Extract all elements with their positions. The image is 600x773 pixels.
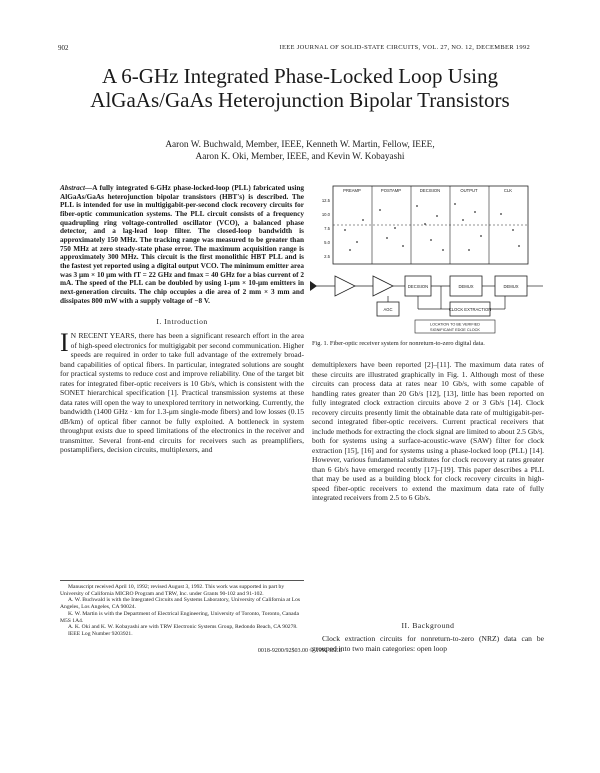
authors-line-1: Aaron W. Buchwald, Member, IEEE, Kenneth W. Martin, Fellow, IEEE, [165,140,435,150]
footnote: A. W. Buchwald is with the Integrated Circuits and Systems Laboratory, University of California at Los Angeles, Los Angeles, CA 90024. [60,597,301,611]
intro-heading: I. Introduction [156,317,208,326]
authors [60,139,540,163]
abstract-text: —A fully integrated 6-GHz phase-locked-loop (PLL) fabricated using AlGaAs/GaAs heterojunction bipolar transistors (HBT's) is described. The PLL is intended for use in multigigabit-per-second clock recovery circuits for fiber-optic communication systems. The PLL circuit consists of a frequency quadrupling ring voltage-controlled oscillator (VCO), a balanced phase detector, and a lag-lead loop filter. The closed-loop bandwidth is approximately 150 MHz. The tracking range was measured to be greater than 750 MHz at zero steady-state phase error. The maximum acquisition range is approximately 300 MHz. This circuit is the first monolithic HBT PLL and is the fastest yet reported using a digital output VCO. The minimum emitter area was 3 μm × 10 μm with fT = 22 GHz and fmax = 40 GHz for a bias current of 2 mA. The speed of the PLL can be doubled by using 1-μm × 10-μm emitters in next-generation circuits. The chip occupies a die area of 2 mm × 3 mm and dissipates 800 mW with a supply voltage of −8 V. [60,184,304,305]
axis-tick-label: 7.5 [324,226,330,231]
postamp-block [373,276,393,296]
abstract-label: Abstract [60,184,85,192]
eye-label: POSTAMP [380,188,402,193]
axis-tick-label: 2.5 [324,254,330,259]
copyright-footer: 0018-9200/92$03.00 © 1992 IEEE [257,648,343,654]
eye-label: CLK [503,188,513,193]
footnote: A. K. Oki and K. W. Kobayashi are with TRW Electronic Systems Group, Redondo Beach, CA 90278. [68,624,298,631]
footnote: IEEE Log Number 9203921. [68,630,133,637]
dropcap: I [60,328,69,357]
agc-label: AGC [383,307,393,312]
axis-tick-label: 12.5 [321,198,330,203]
footnotes [60,580,304,638]
footnote: Manuscript received April 10, 1992; revised August 3, 1992. This work was supported in part by University of California MICRO Program and TRW, Inc. under Grants 90-102 and 91-102. [60,584,285,597]
section-2-paragraph: Clock extraction circuits for nonreturn-to-zero (NRZ) data can be grouped into two main categories: open loop [312,634,544,653]
axis-tick-label: 5.0 [324,240,330,245]
decision-label: DECISION [407,284,429,289]
section-2-heading: II. Background [401,621,455,630]
footnote: K. W. Martin is with the Department of Electrical Engineering, University of Toronto, Toronto, Canada M5S 1A4. [60,610,299,624]
demux-label: DEMUX [503,284,519,289]
preamp-block [335,276,355,296]
intro-text: N RECENT YEARS, there has been a significant research effort in the area of high-speed electronics for multigigabit per second communication. Higher speeds are required in order to take full advantage of the extremely broad-band capabilities of optical fibers. In particular, integrated solutions are sought for practical systems to reduce cost and improve reliability. One of the target bit rates for integrated fiber-optic receivers is 10 Gb/s, which is consistent with the SONET hierarchical specification [1]. Practical transmission systems at these data rates will open the way to unexplored territory in networking. Currently, the bandwidth (1400 GHz · km for 1.3-μm single-mode fibers) and low losses (0.15 dB/km) of optical fiber cannot be fully exploited. A bottleneck in system throughput exists due to speed limitations of the electronics in the receiver and transmitter. Several front-end circuits for receivers such as preamplifiers, postamplifiers, decision circuits, multiplexers, and [60,331,304,454]
legend-line: LOCATION TO BE VERIFIED [429,322,481,327]
paper-title: A 6-GHz Integrated Phase-Locked Loop Using AlGaAs/GaAs Heterojunction Bipolar Transistors [90,64,510,112]
legend-line: SIGNIFICANT EDGE CLOCK [430,328,480,332]
page-number: 902 [58,44,69,52]
intro-paragraph [60,328,304,455]
abstract [60,184,304,305]
eye-label: DECISION [419,188,441,193]
figure-1-diagram [305,180,550,335]
authors-line-2: Aaron K. Oki, Member, IEEE, and Kevin W. Kobayashi [195,152,405,162]
demux-label: DEMUX [458,284,474,289]
figure-1 [305,180,550,335]
clock-extraction-label: CLOCK EXTRACTION [448,307,492,312]
eye-label: OUTPUT [460,188,478,193]
axis-tick-label: 10.0 [321,212,330,217]
rightcol-paragraph: demultiplexers have been reported [2]–[11]. The maximum data rates of these circuits are illustrated graphically in Fig. 1. Although most of these circuits can process data at rates near 10 Gb/s, with some capable of handling rates greater than 20 Gb/s [12], [13], little has been reported on fully integrated clock extraction circuits above 2 or 3 Gb/s [14]. Clock recovery circuits presently limit the obtainable data rate of multigigabit-per-second integrated fiber-optic receivers. Current practical receivers that include methods for extracting the clock signal are limited to about 2.5 Gb/s, both for systems using a surface-acoustic-wave (SAW) filter for clock extraction [15], [16] and for systems using a phase-locked loop (PLL) [14]. However, various fundamental substitutes for clock recovery at rates greater than 6 Gb/s have emerged recently [17]–[19]. This paper describes a PLL that may be used as a building block for clock recovery circuits in high-speed fiber-optic receivers to extend the maximum data rate of fully integrated receivers from 2.5 to 6 Gb/s. [312,360,544,502]
figure-caption: Fig. 1. Fiber-optic receiver system for nonreturn-to-zero digital data. [312,340,485,347]
eye-label: PREAMP [343,188,361,193]
running-head: IEEE JOURNAL OF SOLID-STATE CIRCUITS, VOL. 27, NO. 12, DECEMBER 1992 [279,44,530,51]
